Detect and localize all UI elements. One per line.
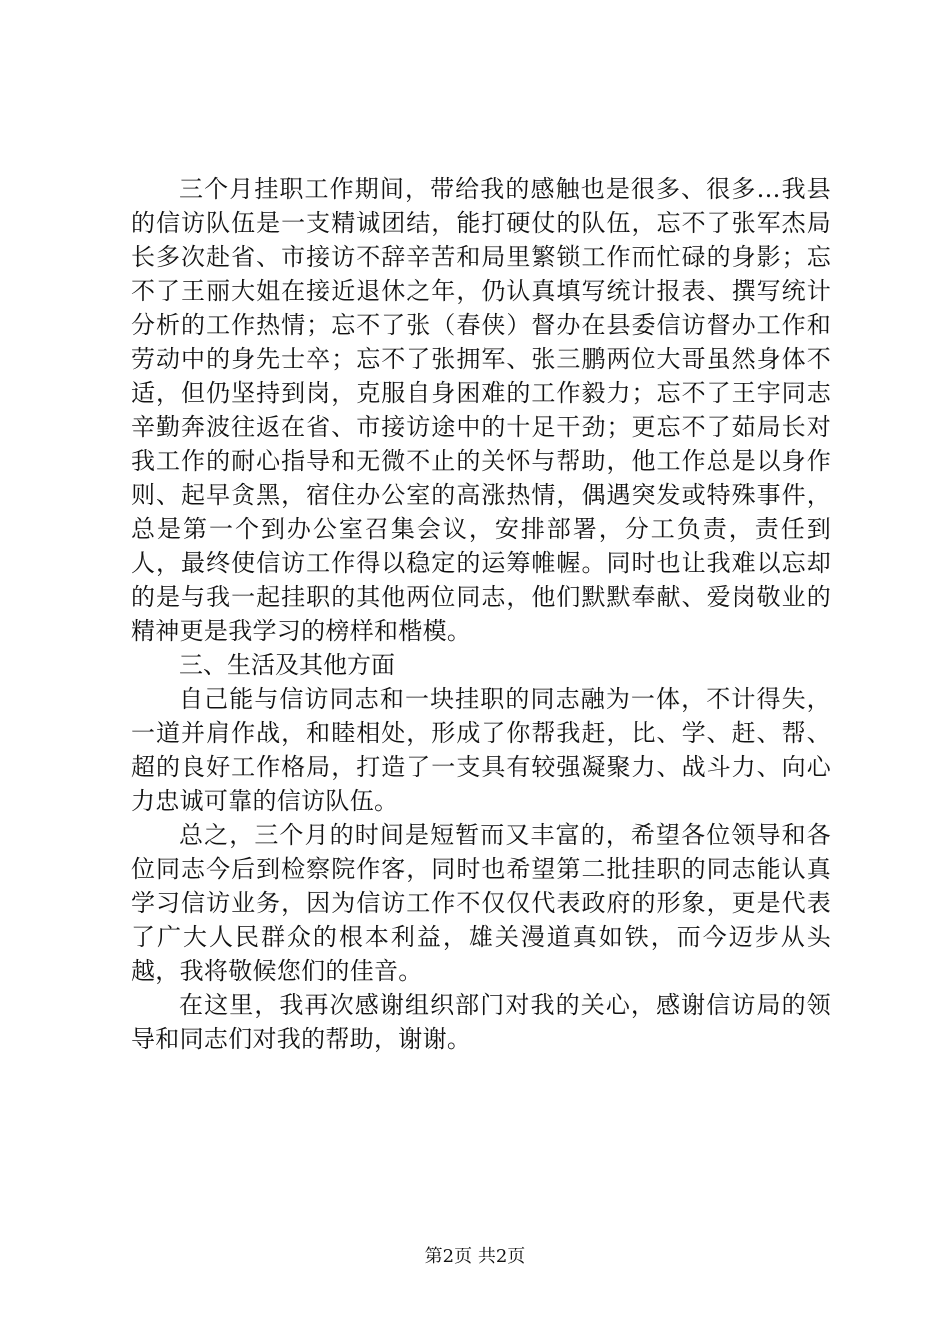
paragraph-colleagues: 三个月挂职工作期间，带给我的感触也是很多、很多…我县的信访队伍是一支精诚团结，能打硬仗的队伍，忘不了张军杰局长多次赴省、市接访不辞辛苦和局里繁锁工作而忙碌的身影；忘不了王丽大姐在接近退休之年，仍认真填写统计报表、撰写统计分析的工作热情；忘不了张（春侠）督办在县委信访督办工作和劳动中的身先士卒；忘不了张拥军、张三鹏两位大哥虽然身体不适，但仍坚持到岗，克服自身困难的工作毅力；忘不了王宇同志辛勤奔波往返在省、市接访途中的十足干劲；更忘不了茹局长对我工作的耐心指导和无微不止的关怀与帮助，他工作总是以身作则、起早贪黑，宿住办公室的高涨热情，偶遇突发或特殊事件，总是第一个到办公室召集会议，安排部署，分工负责，责任到人，最终使信访工作得以稳定的运筹帷幄。同时也让我难以忘却的是与我一起挂职的其他两位同志，他们默默奉献、爱岗敬业的精神更是我学习的榜样和楷模。 [131, 175, 831, 645]
paragraph-thanks: 在这里，我再次感谢组织部门对我的关心，感谢信访局的领导和同志们对我的帮助，谢谢。 [131, 991, 831, 1053]
paragraph-summary: 总之，三个月的时间是短暂而又丰富的，希望各位领导和各位同志今后到检察院作客，同时也希望第二批挂职的同志能认真学习信访业务，因为信访工作不仅仅代表政府的形象，更是代表了广大人民群众的根本利益，雄关漫道真如铁，而今迈步从头越，我将敬候您们的佳音。 [131, 821, 831, 985]
document-body [131, 172, 831, 1056]
page-footer: 第2页 共2页 [424, 1246, 526, 1267]
section-heading-life: 三、生活及其他方面 [179, 651, 395, 679]
paragraph-teamwork: 自己能与信访同志和一块挂职的同志融为一体，不计得失，一道并肩作战，和睦相处，形成了你帮我赶，比、学、赶、帮、超的良好工作格局，打造了一支具有较强凝聚力、战斗力、向心力忠诚可靠的信访队伍。 [131, 685, 831, 815]
